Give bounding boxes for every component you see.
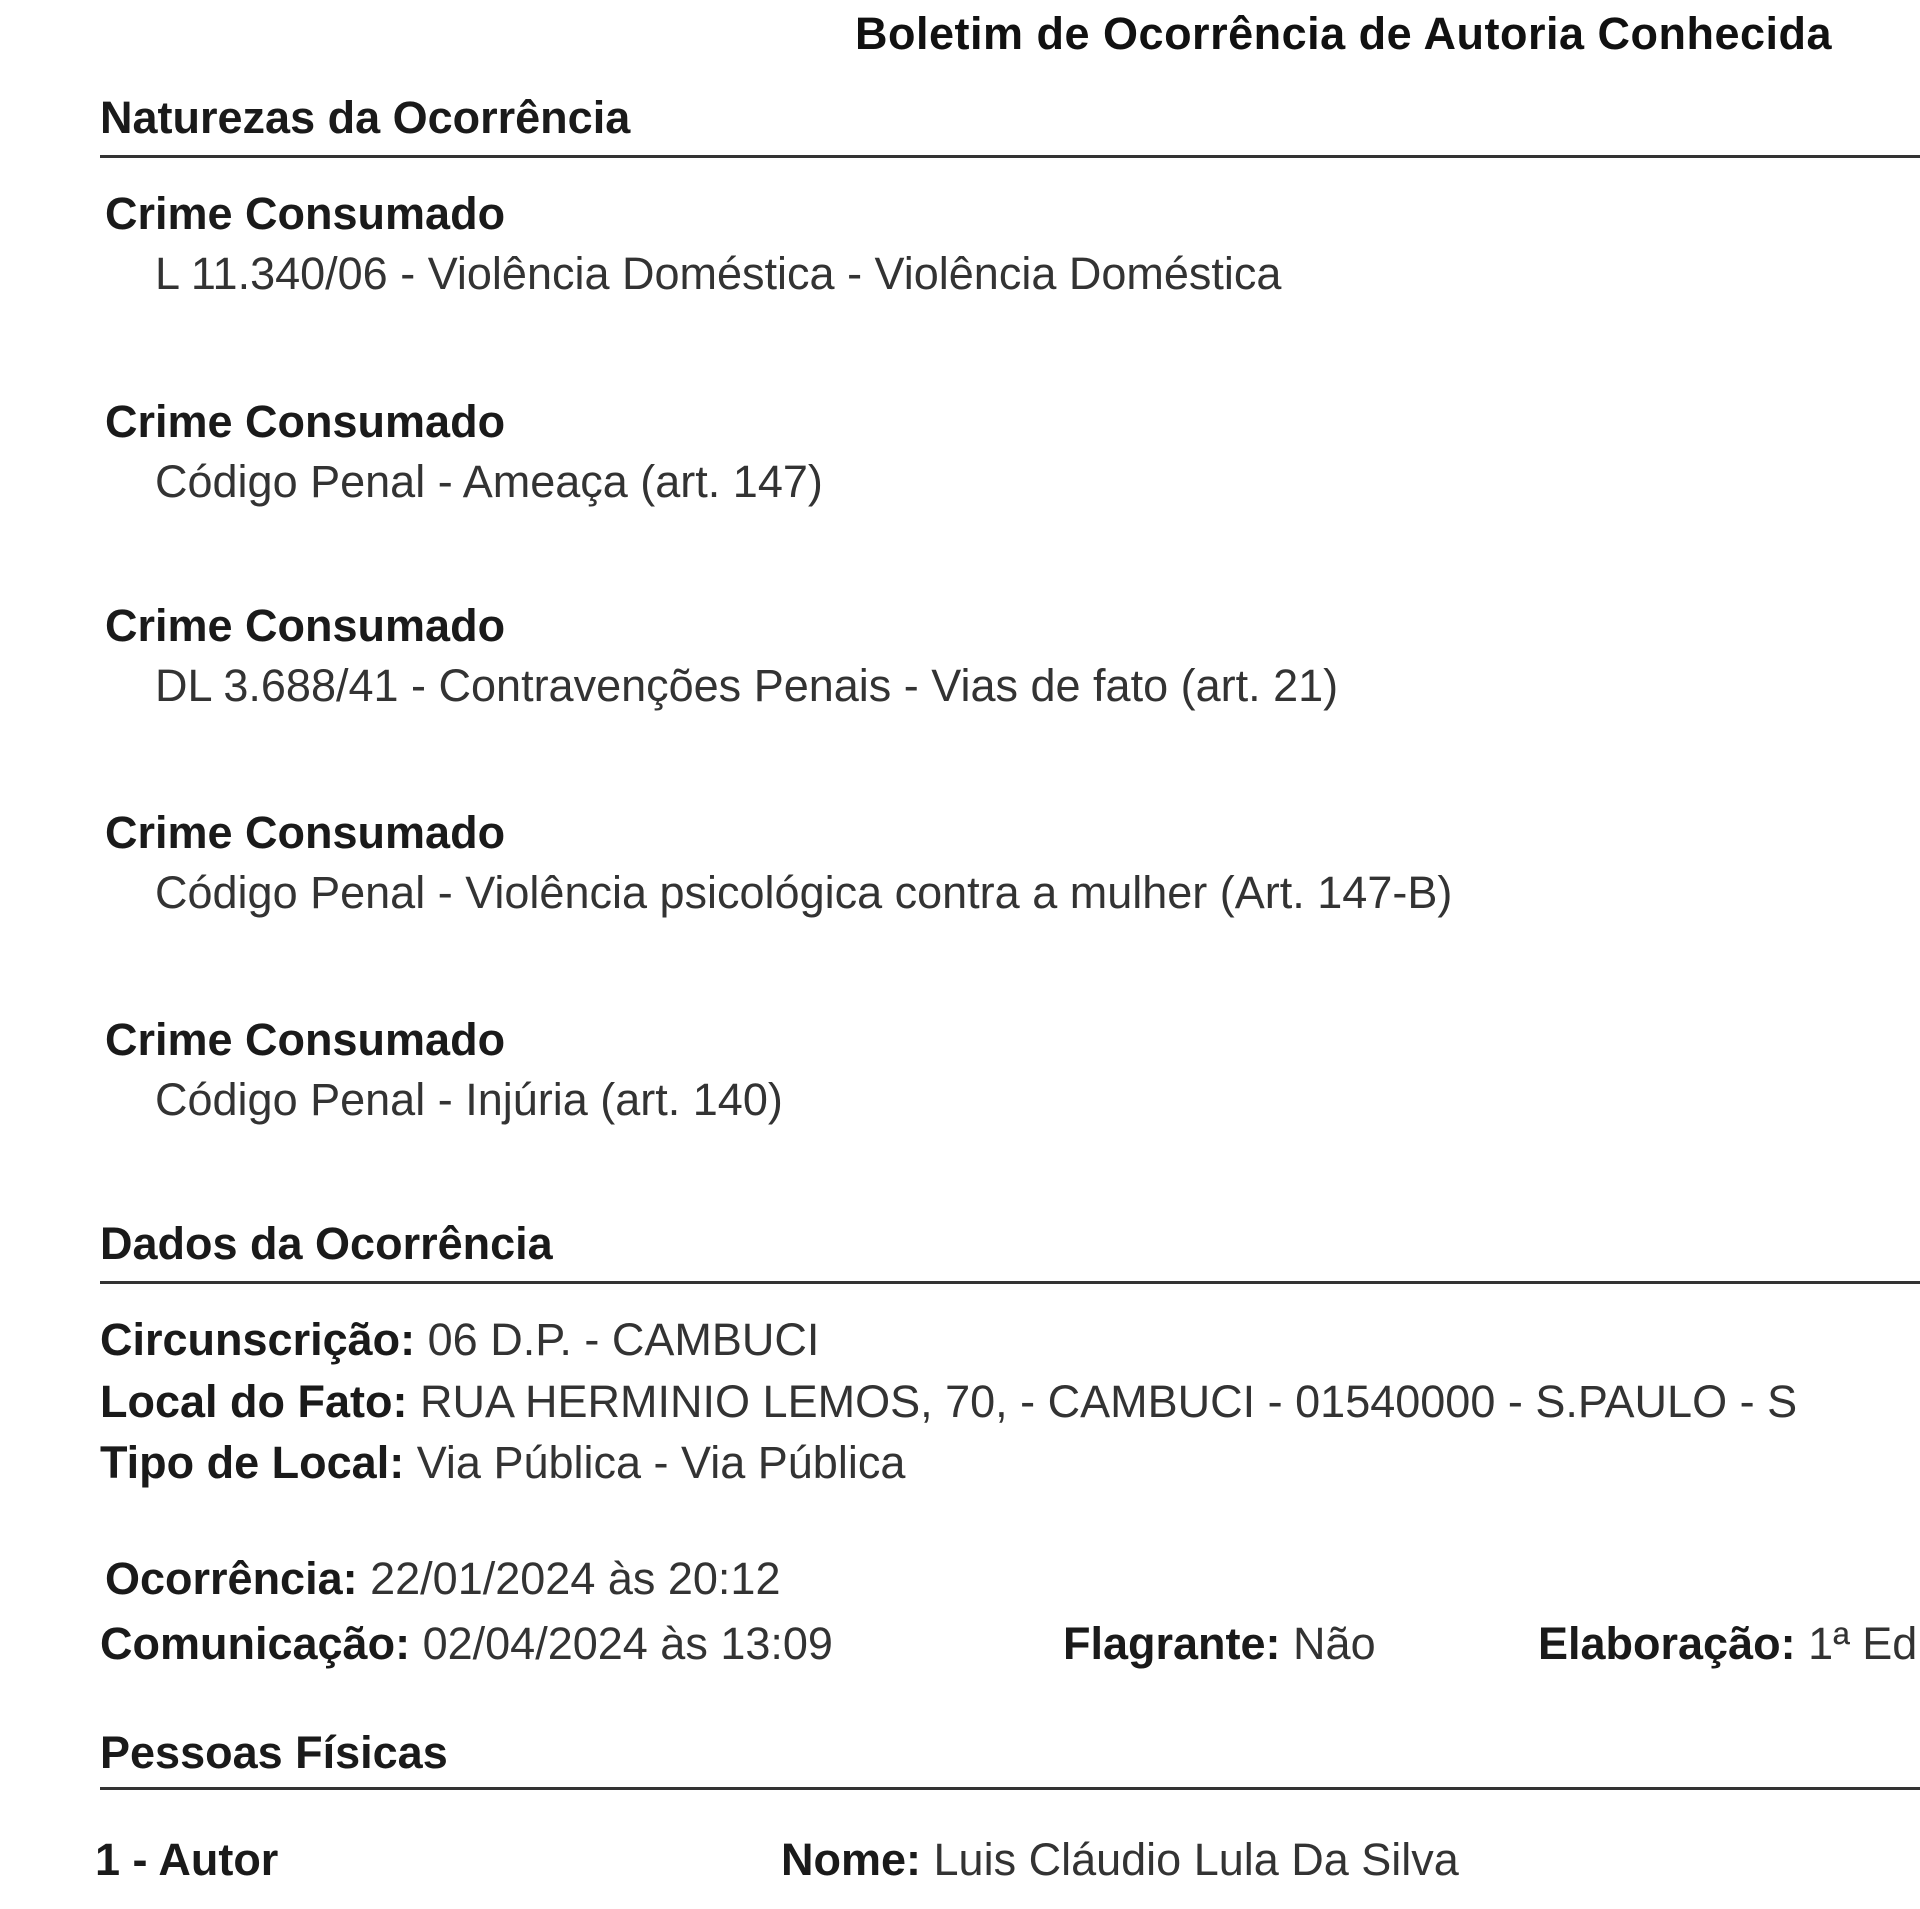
crime-label: Crime Consumado (105, 396, 506, 447)
person-name-label: Nome: (781, 1834, 922, 1885)
flagrante-value: Não (1293, 1618, 1376, 1669)
crime-entry (105, 807, 1452, 919)
local-fato-value: RUA HERMINIO LEMOS, 70, - CAMBUCI - 01540000 - S.PAULO - S (420, 1376, 1798, 1427)
crime-label: Crime Consumado (105, 1014, 506, 1065)
crime-label: Crime Consumado (105, 188, 506, 239)
crime-entry (105, 1014, 783, 1126)
comunicacao-field (100, 1618, 833, 1670)
elaboracao-value: 1ª Ed (1808, 1618, 1918, 1669)
local-fato-field (100, 1376, 1797, 1428)
person-name-field (781, 1834, 1459, 1886)
flagrante-label: Flagrante: (1063, 1618, 1281, 1669)
crime-description: Código Penal - Ameaça (art. 147) (155, 456, 823, 507)
comunicacao-value: 02/04/2024 às 13:09 (422, 1618, 833, 1669)
local-fato-label: Local do Fato: (100, 1376, 408, 1427)
tipo-local-label: Tipo de Local: (100, 1437, 405, 1488)
flagrante-field (1063, 1618, 1376, 1670)
crime-entry (105, 396, 823, 508)
section-divider (100, 1281, 1920, 1284)
section-naturezas-heading: Naturezas da Ocorrência (100, 92, 631, 143)
document-title: Boletim de Ocorrência de Autoria Conhecida (855, 8, 1833, 59)
section-dados-heading: Dados da Ocorrência (100, 1218, 553, 1269)
crime-entry (105, 188, 1281, 300)
section-divider (100, 155, 1920, 158)
ocorrencia-label: Ocorrência: (105, 1553, 358, 1604)
crime-description: Código Penal - Violência psicológica contra a mulher (Art. 147-B) (155, 867, 1453, 918)
crime-label: Crime Consumado (105, 600, 506, 651)
section-pessoas-heading: Pessoas Físicas (100, 1727, 448, 1778)
crime-entry (105, 600, 1338, 712)
crime-description: L 11.340/06 - Violência Doméstica - Violência Doméstica (155, 248, 1282, 299)
person-role (95, 1834, 278, 1886)
elaboracao-label: Elaboração: (1538, 1618, 1796, 1669)
tipo-local-field (100, 1437, 905, 1489)
ocorrencia-field (105, 1553, 781, 1605)
circunscricao-value: 06 D.P. - CAMBUCI (427, 1314, 820, 1365)
person-role-label: 1 - Autor (95, 1834, 279, 1885)
ocorrencia-value: 22/01/2024 às 20:12 (370, 1553, 781, 1604)
crime-description: Código Penal - Injúria (art. 140) (155, 1074, 783, 1125)
crime-description: DL 3.688/41 - Contravenções Penais - Vias de fato (art. 21) (155, 660, 1339, 711)
section-divider (100, 1787, 1920, 1790)
elaboracao-field (1538, 1618, 1917, 1670)
tipo-local-value: Via Pública - Via Pública (416, 1437, 906, 1488)
crime-label: Crime Consumado (105, 807, 506, 858)
circunscricao-field (100, 1314, 819, 1366)
comunicacao-label: Comunicação: (100, 1618, 411, 1669)
circunscricao-label: Circunscrição: (100, 1314, 416, 1365)
person-name-value: Luis Cláudio Lula Da Silva (933, 1834, 1459, 1885)
